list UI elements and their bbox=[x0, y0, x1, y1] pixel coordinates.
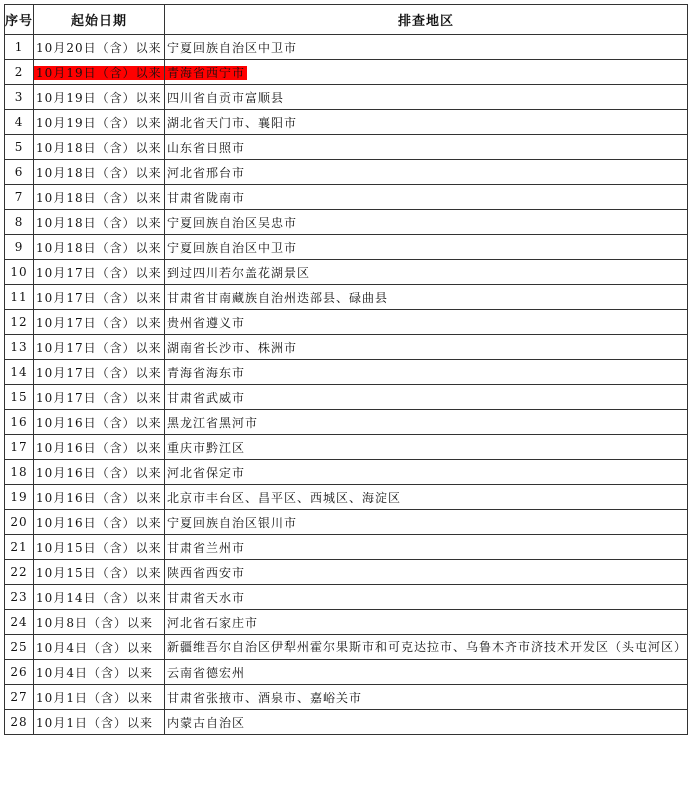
row-screening-area-cell bbox=[164, 510, 687, 535]
row-start-date-cell bbox=[34, 185, 165, 210]
row-start-date: 10月19日（含）以来 bbox=[36, 65, 162, 80]
row-start-date-cell bbox=[34, 385, 165, 410]
row-serial-number: 19 bbox=[5, 485, 34, 510]
row-screening-area-cell bbox=[164, 460, 687, 485]
row-start-date-cell bbox=[34, 635, 165, 660]
table-row bbox=[5, 410, 688, 435]
row-screening-area: 青海省海东市 bbox=[166, 365, 245, 380]
row-screening-area-cell bbox=[164, 335, 687, 360]
row-start-date-cell bbox=[34, 560, 165, 585]
row-serial-number: 28 bbox=[5, 710, 34, 735]
row-screening-area-cell bbox=[164, 560, 687, 585]
row-screening-area-cell bbox=[164, 535, 687, 560]
row-start-date-cell bbox=[34, 235, 165, 260]
table-row bbox=[5, 335, 688, 360]
table-row bbox=[5, 535, 688, 560]
table-row bbox=[5, 435, 688, 460]
row-start-date-cell bbox=[34, 135, 165, 160]
row-serial-number: 8 bbox=[5, 210, 34, 235]
row-screening-area-cell bbox=[164, 260, 687, 285]
row-screening-area-cell bbox=[164, 385, 687, 410]
row-screening-area-cell bbox=[164, 360, 687, 385]
table-row bbox=[5, 560, 688, 585]
row-start-date: 10月8日（含）以来 bbox=[36, 615, 153, 630]
row-screening-area-cell bbox=[164, 110, 687, 135]
header-screening-area: 排查地区 bbox=[164, 5, 687, 35]
row-start-date: 10月14日（含）以来 bbox=[36, 590, 162, 605]
table-row bbox=[5, 710, 688, 735]
row-serial-number: 11 bbox=[5, 285, 34, 310]
row-start-date-cell bbox=[34, 585, 165, 610]
row-screening-area-cell bbox=[164, 285, 687, 310]
row-screening-area-cell bbox=[164, 85, 687, 110]
row-screening-area: 山东省日照市 bbox=[166, 140, 245, 155]
row-serial-number: 9 bbox=[5, 235, 34, 260]
row-screening-area-cell bbox=[164, 160, 687, 185]
row-start-date-cell bbox=[34, 410, 165, 435]
row-screening-area: 四川省自贡市富顺县 bbox=[166, 90, 284, 105]
row-start-date: 10月17日（含）以来 bbox=[36, 390, 162, 405]
row-screening-area: 宁夏回族自治区吴忠市 bbox=[166, 215, 297, 230]
table-row bbox=[5, 210, 688, 235]
row-start-date-cell bbox=[34, 210, 165, 235]
row-start-date-cell bbox=[34, 260, 165, 285]
row-start-date: 10月17日（含）以来 bbox=[36, 340, 162, 355]
row-screening-area: 新疆维吾尔自治区伊犁州霍尔果斯市和可克达拉市、乌鲁木齐市济技术开发区（头屯河区） bbox=[166, 640, 687, 654]
row-screening-area: 甘肃省兰州市 bbox=[166, 540, 245, 555]
row-start-date: 10月17日（含）以来 bbox=[36, 290, 162, 305]
row-serial-number: 22 bbox=[5, 560, 34, 585]
row-start-date: 10月1日（含）以来 bbox=[36, 690, 153, 705]
row-screening-area: 陕西省西安市 bbox=[166, 565, 245, 580]
table-row bbox=[5, 485, 688, 510]
row-start-date: 10月18日（含）以来 bbox=[36, 215, 162, 230]
row-serial-number: 25 bbox=[5, 635, 34, 660]
row-screening-area: 内蒙古自治区 bbox=[166, 715, 245, 730]
table-row bbox=[5, 260, 688, 285]
row-screening-area-cell bbox=[164, 710, 687, 735]
row-screening-area: 云南省德宏州 bbox=[166, 665, 245, 680]
row-serial-number: 12 bbox=[5, 310, 34, 335]
row-screening-area: 湖北省天门市、襄阳市 bbox=[166, 115, 297, 130]
row-start-date: 10月15日（含）以来 bbox=[36, 565, 162, 580]
row-start-date: 10月18日（含）以来 bbox=[36, 140, 162, 155]
row-screening-area: 河北省邢台市 bbox=[166, 165, 245, 180]
row-start-date-cell bbox=[34, 85, 165, 110]
table-row bbox=[5, 660, 688, 685]
table-row bbox=[5, 60, 688, 85]
row-start-date: 10月17日（含）以来 bbox=[36, 265, 162, 280]
table-row bbox=[5, 85, 688, 110]
row-screening-area-cell bbox=[164, 210, 687, 235]
row-screening-area: 青海省西宁市 bbox=[166, 65, 245, 80]
row-start-date-cell bbox=[34, 710, 165, 735]
row-start-date: 10月18日（含）以来 bbox=[36, 190, 162, 205]
row-screening-area-cell bbox=[164, 660, 687, 685]
row-start-date: 10月15日（含）以来 bbox=[36, 540, 162, 555]
header-start-date: 起始日期 bbox=[34, 5, 165, 35]
row-screening-area: 甘肃省甘南藏族自治州迭部县、碌曲县 bbox=[166, 290, 388, 305]
header-serial-number: 序号 bbox=[5, 5, 34, 35]
row-screening-area: 贵州省遵义市 bbox=[166, 315, 245, 330]
row-serial-number: 4 bbox=[5, 110, 34, 135]
row-screening-area-cell bbox=[164, 410, 687, 435]
row-screening-area-cell bbox=[164, 135, 687, 160]
row-start-date: 10月19日（含）以来 bbox=[36, 115, 162, 130]
table-row bbox=[5, 360, 688, 385]
table-row bbox=[5, 460, 688, 485]
row-serial-number: 3 bbox=[5, 85, 34, 110]
row-screening-area-cell bbox=[164, 310, 687, 335]
table-row bbox=[5, 235, 688, 260]
row-screening-area: 北京市丰台区、昌平区、西城区、海淀区 bbox=[166, 490, 401, 505]
row-screening-area-cell bbox=[164, 610, 687, 635]
row-start-date-cell bbox=[34, 435, 165, 460]
row-start-date: 10月16日（含）以来 bbox=[36, 490, 162, 505]
row-screening-area: 宁夏回族自治区银川市 bbox=[166, 515, 297, 530]
row-screening-area: 重庆市黔江区 bbox=[166, 440, 245, 455]
row-screening-area-cell bbox=[164, 435, 687, 460]
row-serial-number: 1 bbox=[5, 35, 34, 60]
row-screening-area: 甘肃省武威市 bbox=[166, 390, 245, 405]
row-screening-area-cell bbox=[164, 485, 687, 510]
row-start-date-cell bbox=[34, 460, 165, 485]
table-row bbox=[5, 285, 688, 310]
table-body bbox=[5, 35, 688, 735]
table-row bbox=[5, 685, 688, 710]
row-screening-area: 甘肃省天水市 bbox=[166, 590, 245, 605]
row-start-date: 10月16日（含）以来 bbox=[36, 415, 162, 430]
row-start-date: 10月16日（含）以来 bbox=[36, 515, 162, 530]
row-start-date-cell bbox=[34, 35, 165, 60]
row-start-date: 10月17日（含）以来 bbox=[36, 315, 162, 330]
row-screening-area: 黑龙江省黑河市 bbox=[166, 415, 258, 430]
row-serial-number: 13 bbox=[5, 335, 34, 360]
row-start-date-cell bbox=[34, 335, 165, 360]
row-start-date: 10月17日（含）以来 bbox=[36, 365, 162, 380]
row-screening-area: 湖南省长沙市、株洲市 bbox=[166, 340, 297, 355]
table-row bbox=[5, 610, 688, 635]
row-screening-area-cell bbox=[164, 235, 687, 260]
table-row bbox=[5, 585, 688, 610]
screening-table bbox=[4, 4, 688, 735]
row-start-date-cell bbox=[34, 535, 165, 560]
row-start-date: 10月19日（含）以来 bbox=[36, 90, 162, 105]
row-serial-number: 18 bbox=[5, 460, 34, 485]
row-screening-area-cell bbox=[164, 685, 687, 710]
row-serial-number: 7 bbox=[5, 185, 34, 210]
row-start-date: 10月16日（含）以来 bbox=[36, 440, 162, 455]
row-screening-area: 宁夏回族自治区中卫市 bbox=[166, 240, 297, 255]
row-start-date-cell bbox=[34, 510, 165, 535]
row-screening-area-cell bbox=[164, 35, 687, 60]
row-serial-number: 23 bbox=[5, 585, 34, 610]
row-serial-number: 6 bbox=[5, 160, 34, 185]
row-screening-area-cell bbox=[164, 585, 687, 610]
row-screening-area: 宁夏回族自治区中卫市 bbox=[166, 40, 297, 55]
table-row bbox=[5, 135, 688, 160]
row-start-date-cell bbox=[34, 685, 165, 710]
table-row bbox=[5, 635, 688, 660]
table-row bbox=[5, 160, 688, 185]
row-start-date: 10月18日（含）以来 bbox=[36, 165, 162, 180]
row-start-date: 10月16日（含）以来 bbox=[36, 465, 162, 480]
row-screening-area: 到过四川若尔盖花湖景区 bbox=[166, 265, 310, 280]
row-start-date-cell bbox=[34, 160, 165, 185]
row-start-date: 10月1日（含）以来 bbox=[36, 715, 153, 730]
row-screening-area-cell bbox=[164, 60, 687, 85]
row-start-date-cell bbox=[34, 285, 165, 310]
row-screening-area-cell bbox=[164, 635, 687, 660]
row-start-date-cell bbox=[34, 610, 165, 635]
row-serial-number: 17 bbox=[5, 435, 34, 460]
table-row bbox=[5, 35, 688, 60]
table-row bbox=[5, 385, 688, 410]
table-row bbox=[5, 110, 688, 135]
row-start-date-cell bbox=[34, 310, 165, 335]
row-serial-number: 2 bbox=[5, 60, 34, 85]
row-start-date-cell bbox=[34, 660, 165, 685]
row-start-date-cell bbox=[34, 360, 165, 385]
row-start-date: 10月4日（含）以来 bbox=[36, 640, 153, 655]
row-serial-number: 20 bbox=[5, 510, 34, 535]
row-screening-area-cell bbox=[164, 185, 687, 210]
table-row bbox=[5, 185, 688, 210]
row-screening-area: 甘肃省陇南市 bbox=[166, 190, 245, 205]
row-serial-number: 21 bbox=[5, 535, 34, 560]
row-start-date: 10月20日（含）以来 bbox=[36, 40, 162, 55]
row-screening-area: 甘肃省张掖市、酒泉市、嘉峪关市 bbox=[166, 690, 362, 705]
table-row bbox=[5, 310, 688, 335]
row-serial-number: 24 bbox=[5, 610, 34, 635]
row-serial-number: 15 bbox=[5, 385, 34, 410]
row-start-date-cell bbox=[34, 110, 165, 135]
row-serial-number: 5 bbox=[5, 135, 34, 160]
row-start-date-cell bbox=[34, 485, 165, 510]
row-serial-number: 10 bbox=[5, 260, 34, 285]
table-header-row bbox=[5, 5, 688, 35]
row-start-date-cell bbox=[34, 60, 165, 85]
row-serial-number: 16 bbox=[5, 410, 34, 435]
row-start-date: 10月18日（含）以来 bbox=[36, 240, 162, 255]
table-row bbox=[5, 510, 688, 535]
row-serial-number: 26 bbox=[5, 660, 34, 685]
row-screening-area: 河北省保定市 bbox=[166, 465, 245, 480]
row-serial-number: 27 bbox=[5, 685, 34, 710]
row-screening-area: 河北省石家庄市 bbox=[166, 615, 258, 630]
row-start-date: 10月4日（含）以来 bbox=[36, 665, 153, 680]
row-serial-number: 14 bbox=[5, 360, 34, 385]
